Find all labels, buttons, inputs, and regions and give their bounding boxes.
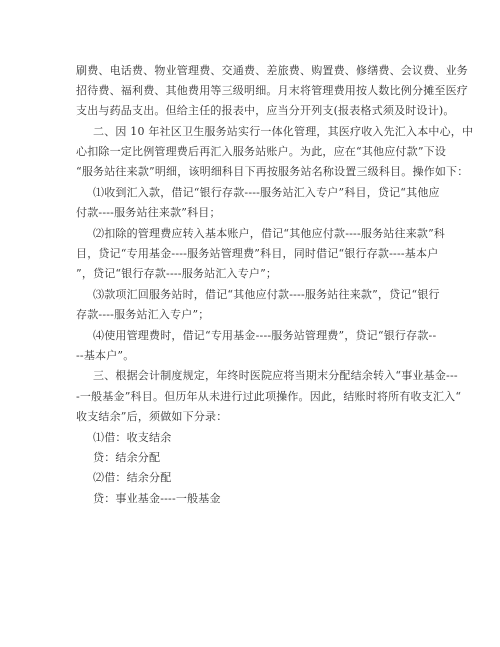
text-line: 三、根据会计制度规定，年终时医院应将当期末分配结余转入“事业基金--- <box>93 369 458 382</box>
text-line: 存款----服务站汇入专户”； <box>76 308 210 321</box>
text-line: ⑴收到汇入款，借记“银行存款----服务站汇入专户”科目，贷记“其他应 <box>93 186 440 199</box>
text-line: 目，贷记“专用基金----服务站管理费”科目，同时借记“银行存款----基本户 <box>76 247 439 260</box>
text-line: 二、因 10 年社区卫生服务站实行一体化管理，其医疗收入先汇入本中心，中 <box>93 125 474 138</box>
text-line: ⑵借：结余分配 <box>93 471 172 484</box>
text-line: ⑴借：收支结余 <box>93 431 172 444</box>
text-line: “服务站往来款”明细，该明细科目下再按服务站名称设置三级科目。操作如下： <box>76 165 469 178</box>
text-line: 贷：事业基金----一般基金 <box>93 492 221 505</box>
text-line: ⑶款项汇回服务站时，借记“其他应付款----服务站往来款”，贷记“银行 <box>93 288 440 301</box>
text-line: 支出与药品支出。但给主任的报表中，应当分开列支(报表格式须及时设计)。 <box>76 104 455 117</box>
text-line: 招待费、福利费、其他费用等三级明细。月末将管理费用按人数比例分摊至医疗 <box>76 84 468 97</box>
text-line: --基本户”。 <box>76 349 135 362</box>
text-line: 心扣除一定比例管理费后再汇入服务站账户。为此，应在“其他应付款”下设 <box>76 145 447 158</box>
text-line: ⑵扣除的管理费应转入基本账户，借记“其他应付款----服务站往来款”科 <box>93 227 446 240</box>
text-line: 收支结余”后，须做如下分录： <box>76 410 228 423</box>
text-line: ”，贷记“银行存款----服务站汇入专户”； <box>76 267 278 280</box>
text-line: 付款----服务站往来款”科目； <box>76 206 221 219</box>
text-line: 贷：结余分配 <box>93 451 161 464</box>
text-line: 刷费、电话费、物业管理费、交通费、差旅费、购置费、修缮费、会议费、业务 <box>76 64 468 77</box>
text-line: -一般基金”科目。但历年从未进行过此项操作。因此，结账时将所有收支汇入“ <box>76 390 462 403</box>
text-line: ⑷使用管理费时，借记“专用基金----服务站管理费”，贷记“银行存款-- <box>93 329 437 342</box>
